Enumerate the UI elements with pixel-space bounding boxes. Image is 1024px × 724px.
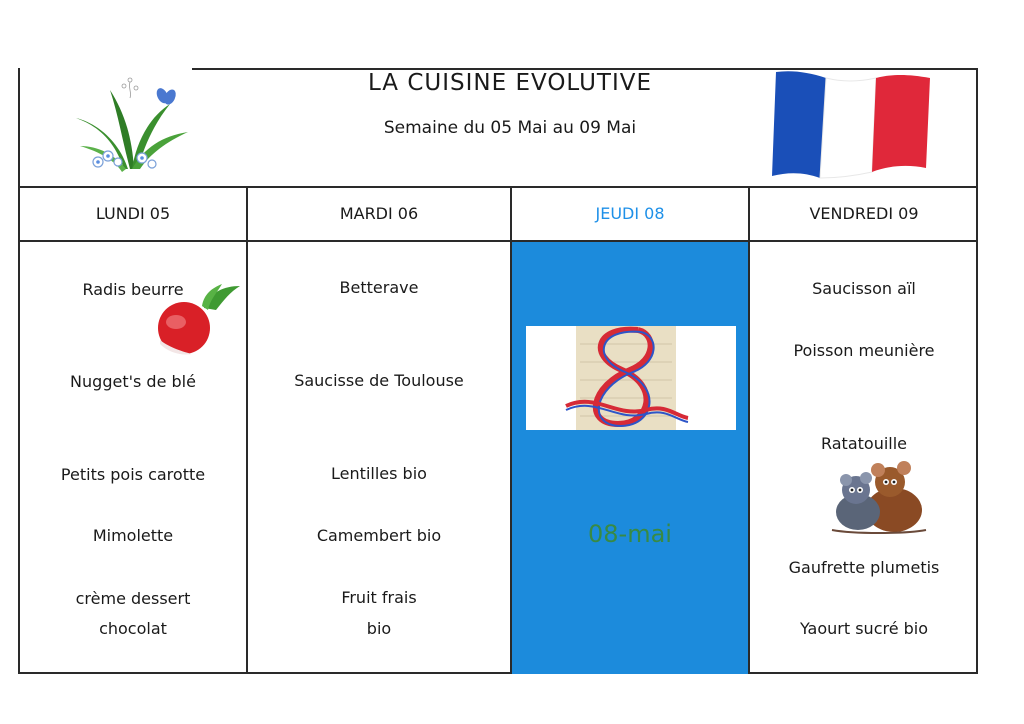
menu-item: Yaourt sucré bio [799,619,929,638]
menu-item: Saucisson aïl [812,279,916,298]
menu-item: Ratatouille [820,434,908,453]
header-divider [18,186,978,188]
menu-item: chocolat [99,619,167,638]
ribbon-eight-icon [526,326,736,430]
day-header-mardi: MARDI 06 [339,204,419,223]
menu-item: Nugget's de blé [70,372,196,391]
week-subtitle: Semaine du 05 Mai au 09 Mai [383,118,637,138]
holiday-column [512,242,748,674]
day-header-vendredi: VENDREDI 09 [809,204,919,223]
menu-item: Gaufrette plumetis [788,558,940,577]
frame-gap [20,60,192,74]
menu-item: Petits pois carotte [60,465,206,484]
lily-of-the-valley-icon [70,74,190,180]
menu-item: Poisson meunière [793,341,935,360]
menu-item: Lentilles bio [331,464,427,483]
menu-item: Fruit frais [341,588,417,607]
radish-icon [150,282,244,360]
page-title: LA CUISINE EVOLUTIVE [367,70,653,96]
menu-item: Mimolette [92,526,174,545]
dayrow-divider [18,240,978,242]
day-header-lundi: LUNDI 05 [95,204,171,223]
menu-item: bio [366,619,392,638]
menu-item: crème dessert [75,589,191,608]
holiday-date-label: 08-mai [588,520,672,548]
cartoon-rats-icon [824,460,930,534]
menu-item: Camembert bio [316,526,442,545]
menu-item: Saucisse de Toulouse [294,371,464,390]
french-flag-icon [768,68,940,180]
day-header-jeudi: JEUDI 08 [595,204,665,223]
menu-item: Radis beurre [82,280,184,299]
menu-item: Betterave [339,278,419,297]
